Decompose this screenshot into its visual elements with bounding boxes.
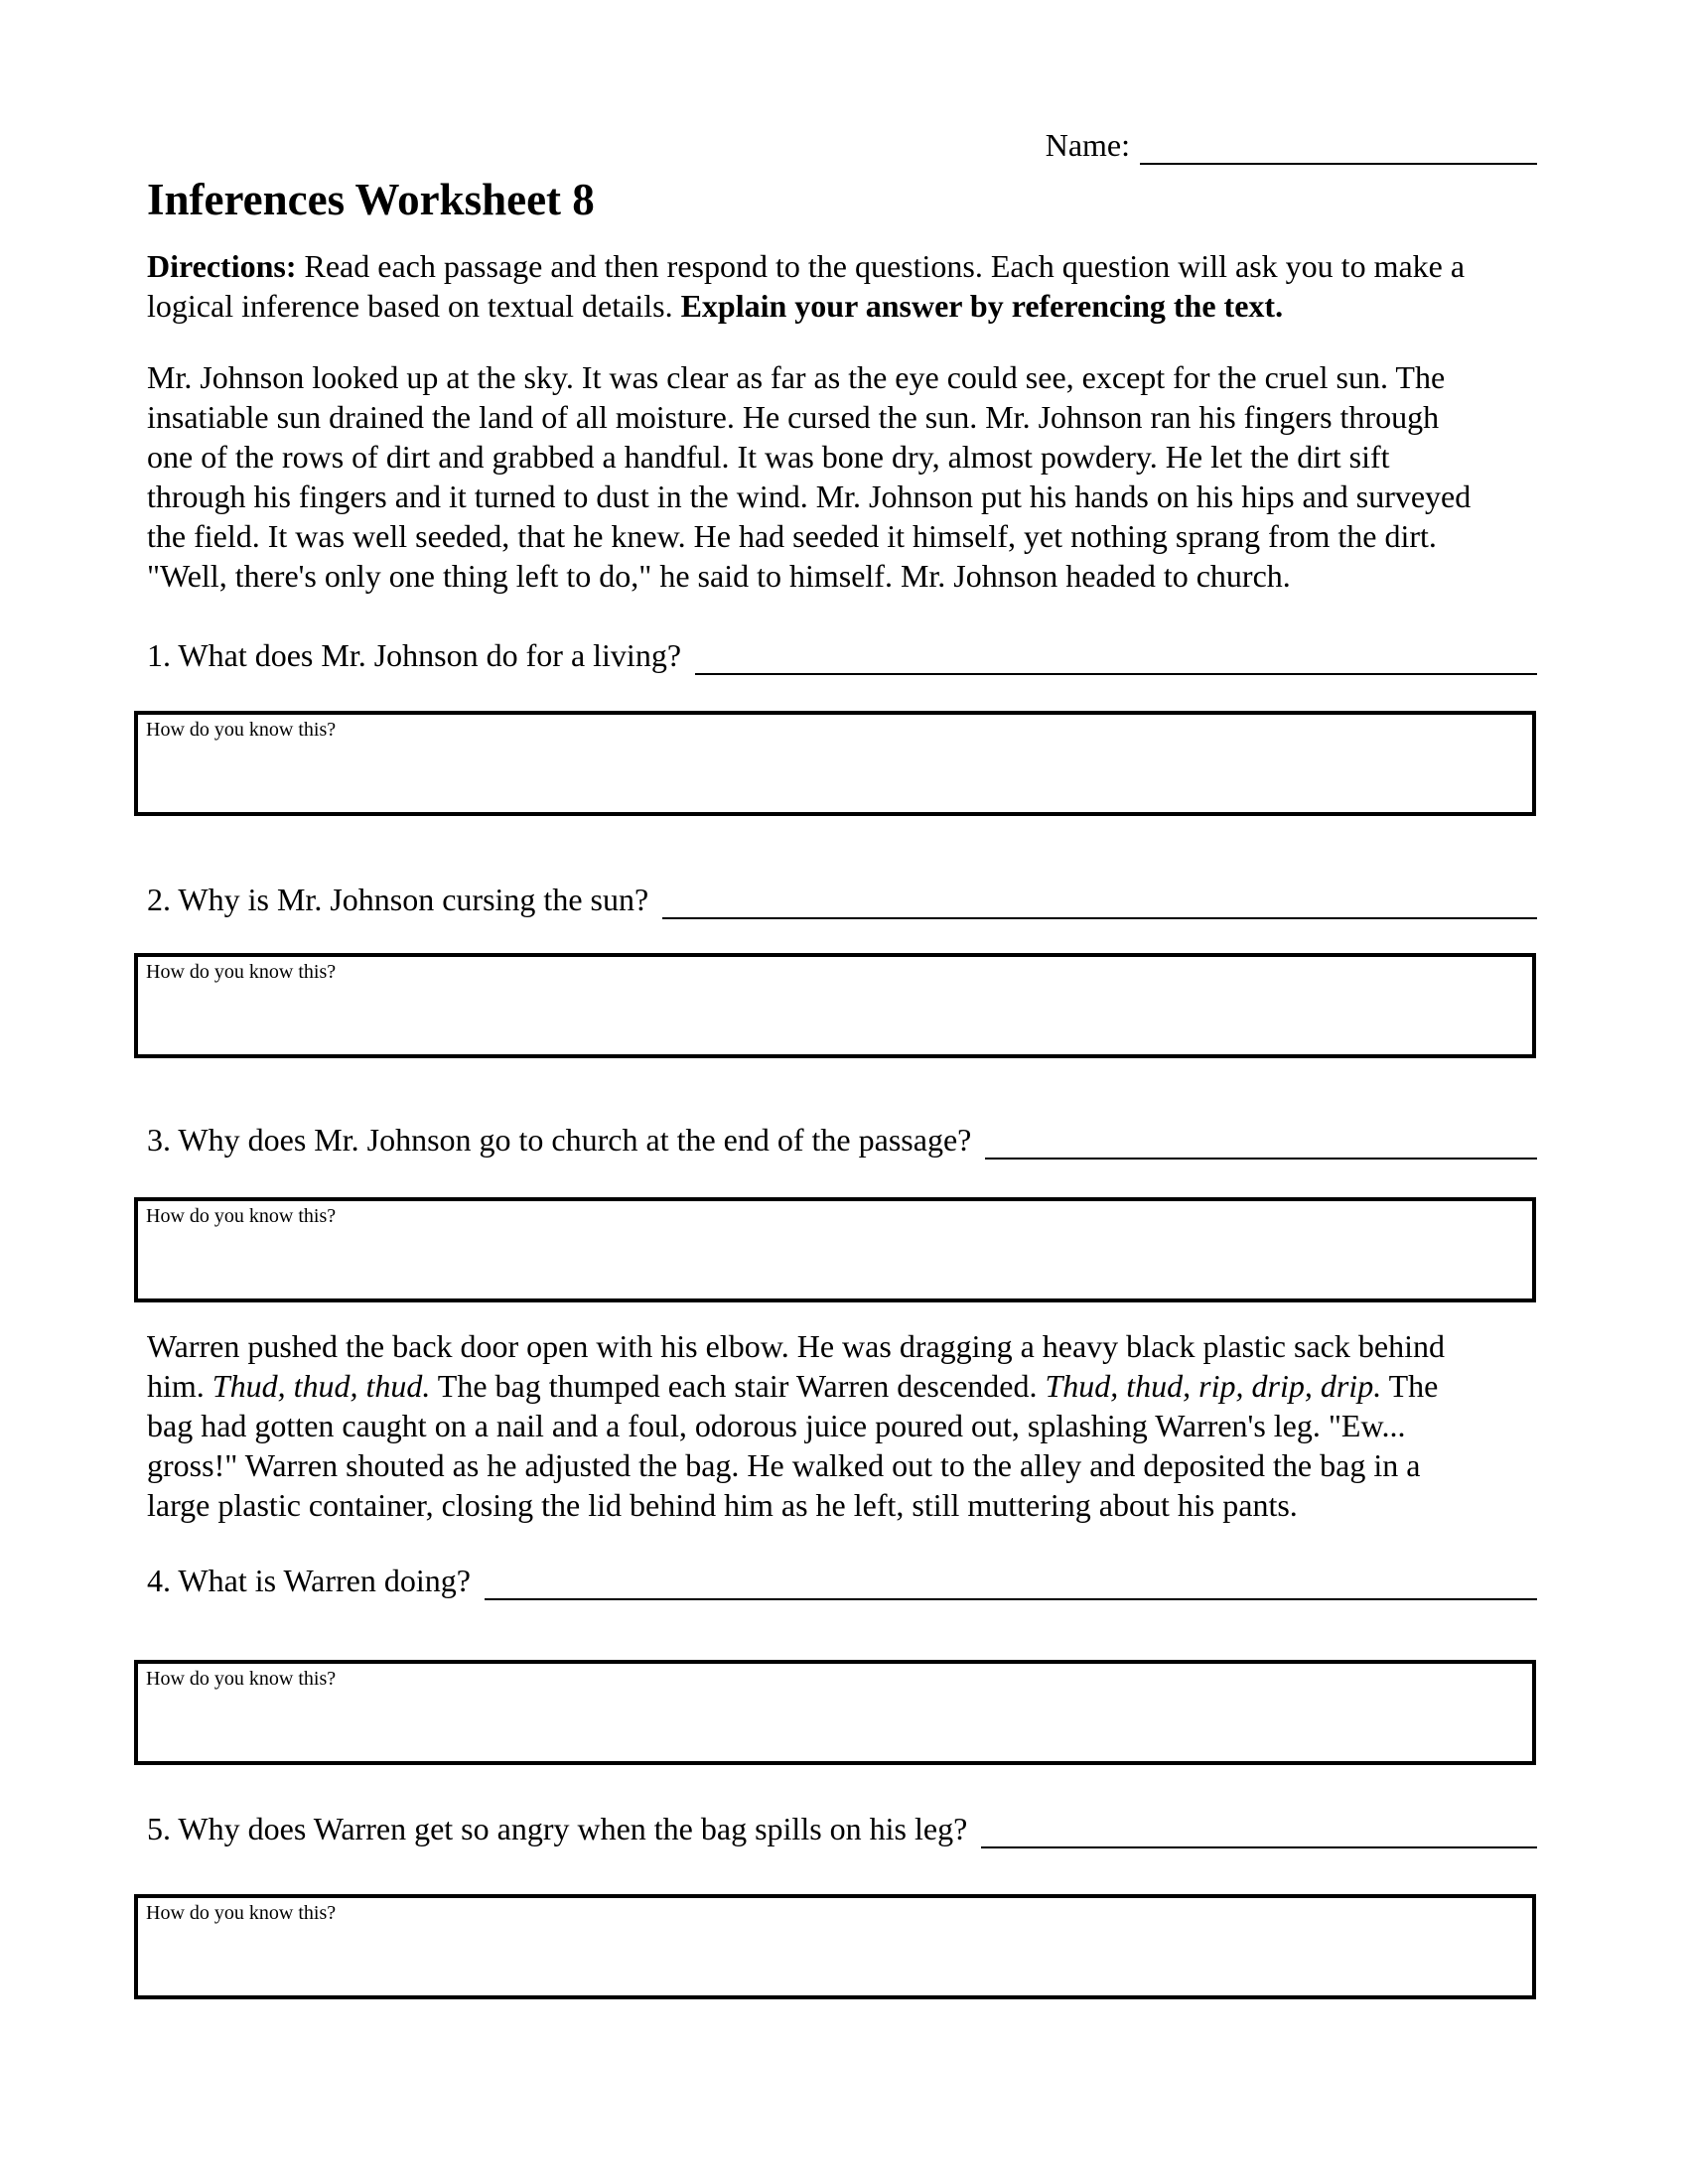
passage-2-seg-1: him. [147, 1368, 212, 1404]
name-label: Name: [1045, 127, 1130, 163]
directions-line-2 [147, 286, 1537, 326]
passage-1-line-3: one of the rows of dirt and grabbed a handful. It was bone dry, almost powdery. He let the dirt sift [147, 439, 1390, 475]
question-3-box-label: How do you know this? [146, 1205, 337, 1227]
question-4-answer-line[interactable] [485, 1561, 1537, 1600]
question-2-answer-line[interactable] [662, 880, 1537, 919]
passage-2 [147, 1326, 1537, 1525]
question-5 [147, 1809, 1537, 1848]
question-5-answer-line[interactable] [981, 1809, 1537, 1848]
question-2 [147, 880, 1537, 919]
question-1-text: 1. What does Mr. Johnson do for a living? [147, 637, 682, 673]
question-1 [147, 635, 1537, 675]
passage-1 [147, 357, 1537, 596]
passage-2-seg-2: The bag thumped each stair Warren descended. [430, 1368, 1046, 1404]
question-2-box-label: How do you know this? [146, 961, 337, 983]
question-1-box-label: How do you know this? [146, 719, 337, 741]
directions-text-2: logical inference based on textual details. [147, 288, 681, 324]
question-4 [147, 1561, 1537, 1600]
passage-1-line-5: the field. It was well seeded, that he knew. He had seeded it himself, yet nothing sprang from the dirt. [147, 518, 1437, 554]
passage-2-italic-2: Thud, thud, rip, drip, drip. [1045, 1368, 1382, 1404]
passage-2-line-5: large plastic container, closing the lid behind him as he left, still muttering about his pants. [147, 1487, 1298, 1523]
directions-text-1: Read each passage and then respond to the questions. Each question will ask you to make a [296, 248, 1466, 284]
passage-1-line-6: "Well, there's only one thing left to do," he said to himself. Mr. Johnson headed to church. [147, 558, 1291, 594]
passage-1-line-2: insatiable sun drained the land of all moisture. He cursed the sun. Mr. Johnson ran his fingers through [147, 399, 1440, 435]
question-5-answer-box[interactable] [134, 1894, 1536, 1999]
passage-2-line-2 [147, 1366, 1537, 1406]
question-3 [147, 1120, 1537, 1160]
question-5-text: 5. Why does Warren get so angry when the bag spills on his leg? [147, 1811, 968, 1846]
question-4-text: 4. What is Warren doing? [147, 1563, 471, 1598]
question-2-answer-box[interactable] [134, 953, 1536, 1058]
question-1-answer-line[interactable] [695, 635, 1537, 675]
question-4-answer-box[interactable] [134, 1660, 1536, 1765]
passage-2-italic-1: Thud, thud, thud. [211, 1368, 431, 1404]
page-title: Inferences Worksheet 8 [147, 175, 595, 224]
question-3-answer-line[interactable] [985, 1120, 1537, 1160]
question-5-box-label: How do you know this? [146, 1902, 337, 1924]
directions-emphasis: Explain your answer by referencing the text. [680, 288, 1284, 324]
question-4-box-label: How do you know this? [146, 1668, 337, 1690]
question-2-text: 2. Why is Mr. Johnson cursing the sun? [147, 882, 649, 917]
question-1-answer-box[interactable] [134, 711, 1536, 816]
passage-1-line-1: Mr. Johnson looked up at the sky. It was clear as far as the eye could see, except for the cruel sun. The [147, 359, 1446, 395]
passage-2-seg-3: The [1381, 1368, 1439, 1404]
passage-2-line-1: Warren pushed the back door open with his elbow. He was dragging a heavy black plastic sack behind [147, 1328, 1445, 1364]
directions [147, 246, 1537, 326]
directions-label: Directions: [147, 248, 297, 284]
directions-line-1 [147, 246, 1537, 286]
name-row [147, 125, 1537, 165]
question-3-text: 3. Why does Mr. Johnson go to church at the end of the passage? [147, 1122, 972, 1158]
passage-2-line-3: bag had gotten caught on a nail and a foul, odorous juice poured out, splashing Warren's leg. "Ew... [147, 1408, 1406, 1443]
passage-2-line-4: gross!" Warren shouted as he adjusted the bag. He walked out to the alley and deposited the bag in a [147, 1447, 1421, 1483]
question-3-answer-box[interactable] [134, 1197, 1536, 1302]
passage-1-line-4: through his fingers and it turned to dust in the wind. Mr. Johnson put his hands on his hips and surveyed [147, 478, 1472, 514]
name-fill-line[interactable] [1140, 125, 1537, 165]
